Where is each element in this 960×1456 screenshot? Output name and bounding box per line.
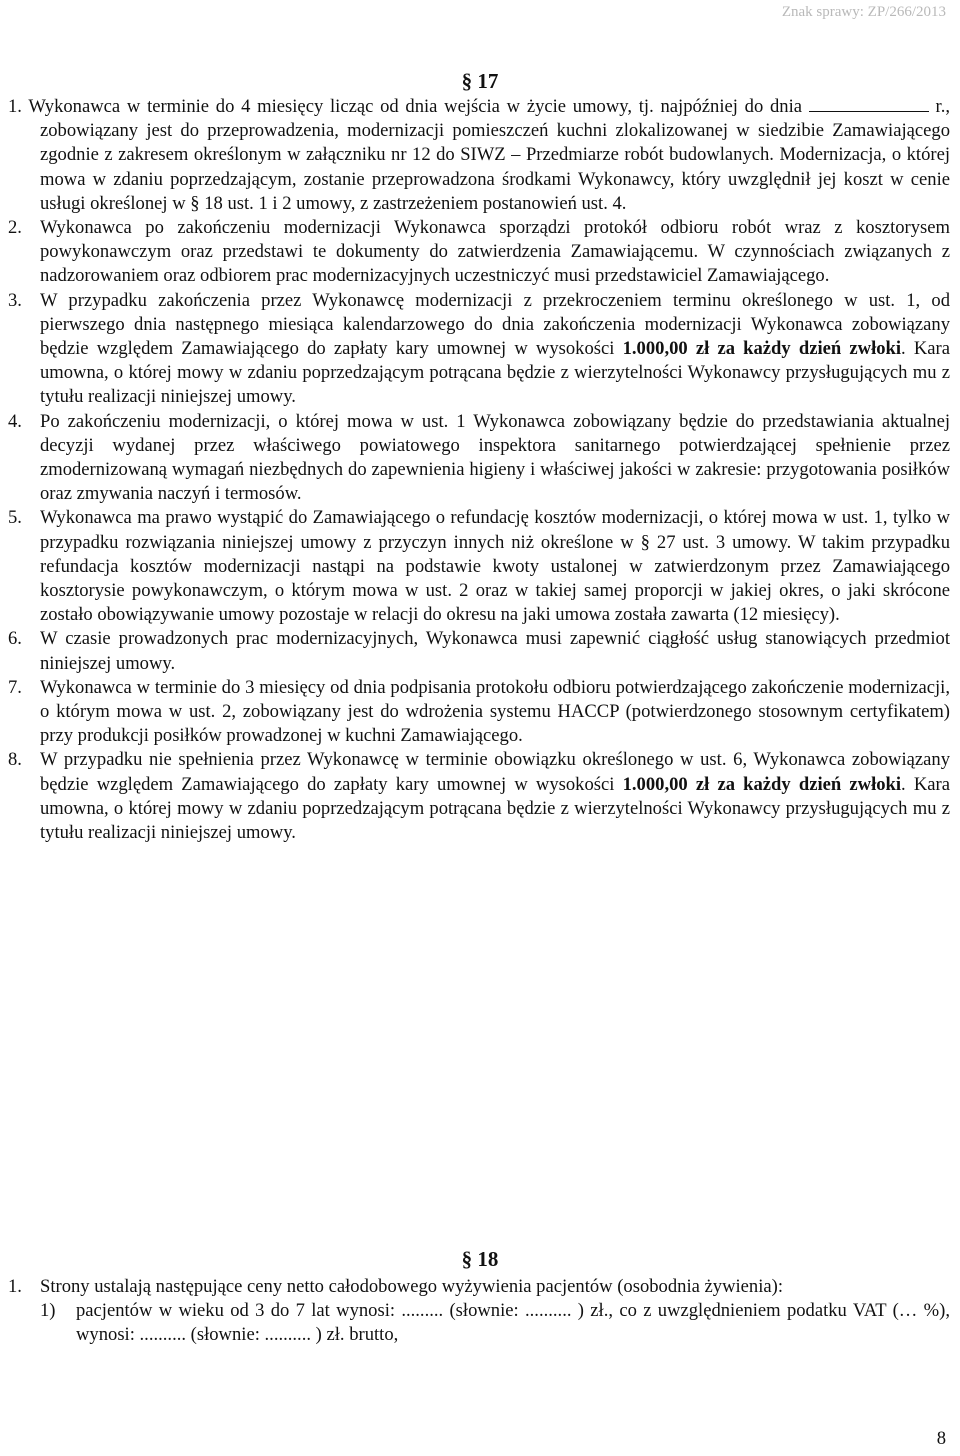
paragraph-text xyxy=(40,506,950,627)
date-blank-line xyxy=(809,97,929,112)
paragraph-number: 1) xyxy=(40,1300,56,1322)
section-17-title: § 17 xyxy=(461,69,499,93)
text-fragment: W czasie prowadzonych prac modernizacyjnych, Wykonawca musi zapewnić ciągłość usług stanowiących przedmiot niniejszej umowy. xyxy=(40,628,950,674)
paragraph-item xyxy=(0,216,960,289)
text-fragment: Wykonawca ma prawo wystąpić do Zamawiającego o refundację kosztów modernizacji, o której mowa w ust. 1, tylko w przypadku rozwiązania niniejszej umowy z przyczyn innych niż określone w § 27 ust. 3 umowy. W takim przypadku refundacja kosztów modernizacji nastąpi na podstawie kwoty ustalonej w zatwierdzonym przez Zamawiającego kosztorysie powykonawczym, o którym mowa w ust. 2 oraz w takiej samej proporcji w jakiej okres, o jaki skrócone zostało obowiązywanie umowy pozostaje w relacji do okresu na jaki umowa została zawarta (12 miesięcy). xyxy=(40,507,950,626)
case-reference: Znak sprawy: ZP/266/2013 xyxy=(781,4,946,20)
text-fragment: W przypadku zakończenia przez Wykonawcę modernizacji z przekroczeniem terminu określonego w ust. 1, od pierwszego dnia następnego miesiąca kalendarzowego do dnia zakończenia modernizacji Wykonawca zobowiązany będzie względem Zamawiającego do zapłaty kary umownej w wysokości xyxy=(40,289,950,360)
paragraph-number: 1. xyxy=(8,1276,22,1297)
paragraph-text xyxy=(40,748,950,845)
paragraph-item xyxy=(0,676,960,749)
paragraph-item xyxy=(0,410,960,507)
paragraph-number: 2. xyxy=(8,217,22,239)
text-fragment: . Kara umowna, o której mowy w zdaniu poprzedzającym potrącana będzie z wierzytelności Wykonawcy przysługujących mu z tytułu realizacji niniejszej umowy. xyxy=(40,338,950,408)
paragraph-number: 6. xyxy=(8,628,22,650)
penalty-amount: 1.000,00 zł za każdy dzień zwłoki xyxy=(622,338,902,360)
paragraph-text xyxy=(40,410,950,507)
section-18-title: § 18 xyxy=(461,1247,499,1271)
paragraph-text xyxy=(40,627,950,675)
text-fragment: W przypadku nie spełnienia przez Wykonawcę w terminie obowiązku określonego w ust. 6, Wykonawca zobowiązany będzie względem Zamawiającego do zapłaty kary umownej w wysokości xyxy=(40,749,950,795)
paragraph-number: 7. xyxy=(8,676,22,698)
paragraph-item xyxy=(0,627,960,675)
page-number: 8 xyxy=(936,1428,946,1449)
penalty-amount: 1.000,00 zł za każdy dzień zwłoki xyxy=(622,773,902,795)
paragraph-text xyxy=(40,216,950,289)
text-fragment: . Kara umowna, o której mowy w zdaniu poprzedzającym potrącana będzie z wierzytelności Wykonawcy przysługujących mu z tytułu realizacji niniejszej umowy. xyxy=(40,773,950,844)
text-fragment: r., zobowiązany jest do przeprowadzenia, modernizacji pomieszczeń kuchni zlokalizowanej w siedzibie Zamawiającego zgodnie z zakresem określonym w załączniku nr 12 do SIWZ – Przedmiarze robót budowlanych. Modernizacja, o której mowa w zdaniu poprzedzającym, zostanie przeprowadzona środkami Wykonawcy, który uwzględnił jej koszt w cenie usługi określonej w § 18 ust. 1 i 2 umowy, z zastrzeżeniem postanowień ust. 4. xyxy=(40,96,950,214)
section-18-paragraphs xyxy=(0,1275,960,1348)
paragraph-number: 5. xyxy=(8,507,22,529)
text-fragment: Strony ustalają następujące ceny netto całodobowego wyżywienia pacjentów (osobodnia żywienia): xyxy=(40,1276,783,1297)
text-fragment: pacjentów w wieku od 3 do 7 lat wynosi: ......... (słownie: .......... ) zł., co z uwzględnieniem podatku VAT (… %), wynosi: .......... (słownie: .......... ) zł. brutto, xyxy=(76,1300,950,1346)
text-fragment: Po zakończeniu modernizacji, o której mowa w ust. 1 Wykonawca zobowiązany będzie do przedstawiania aktualnej decyzji wydanej przez właściwego powiatowego inspektora sanitarnego potwierdzającej spełnienie przez zmodernizowaną wymagań niezbędnych do zapewnienia higieny i właściwej jakości w zakresie: przygotowania posiłków oraz zmywania naczyń i termosów. xyxy=(40,410,950,505)
paragraph-number: 3. xyxy=(8,289,22,311)
paragraph-text xyxy=(40,289,950,410)
text-fragment: 1. Wykonawca w terminie do 4 miesięcy licząc od dnia wejścia w życie umowy, tj. najpóźniej do dnia xyxy=(8,96,809,117)
paragraph-text xyxy=(40,676,950,749)
paragraph-item xyxy=(0,1299,960,1347)
paragraph-text xyxy=(40,1275,950,1299)
text-fragment: Wykonawca po zakończeniu modernizacji Wykonawca sporządzi protokół odbioru robót wraz z kosztorysem powykonawczym oraz przedstawi te dokumenty do zatwierdzenia Zamawiającemu. W czynnościach związanych z nadzorowaniem oraz odbiorem prac modernizacyjnych uczestniczyć musi przedstawiciel Zamawiającego. xyxy=(40,217,950,287)
paragraph-text xyxy=(8,95,950,216)
paragraph-number: 4. xyxy=(8,410,22,432)
text-fragment: Wykonawca w terminie do 3 miesięcy od dnia podpisania protokołu odbioru potwierdzającego zakończenie modernizacji, o którym mowa w ust. 2, zobowiązany jest do wdrożenia systemu HACCP (potwierdzonego stosownym certyfikatem) przy produkcji posiłków prowadzonej w kuchni Zamawiającego. xyxy=(40,676,950,747)
paragraph-text xyxy=(76,1299,950,1347)
paragraph-number: 8. xyxy=(8,749,22,771)
paragraph-item xyxy=(0,95,960,216)
paragraph-item xyxy=(0,748,960,845)
paragraph-item xyxy=(0,1275,960,1299)
paragraph-item xyxy=(0,506,960,627)
section-17-paragraphs xyxy=(0,95,960,845)
paragraph-item xyxy=(0,289,960,410)
